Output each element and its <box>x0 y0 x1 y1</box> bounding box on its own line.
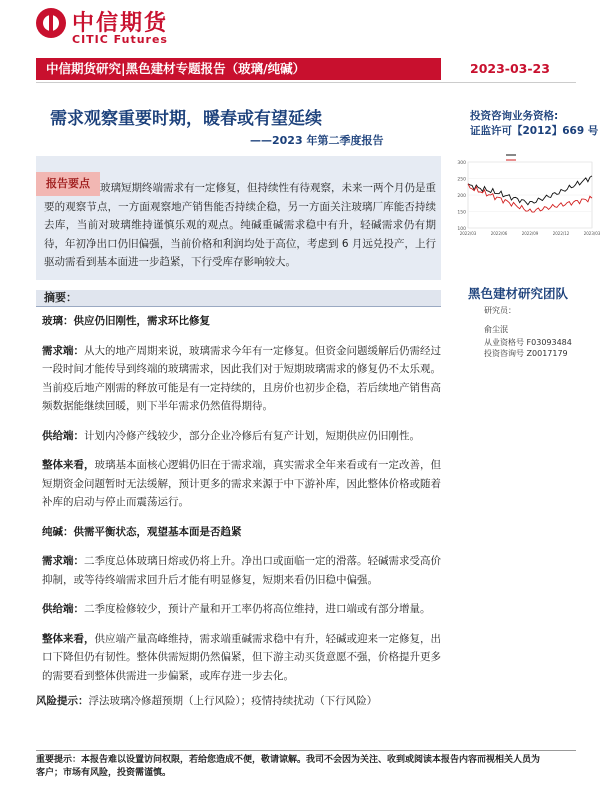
disclaimer-line-2: 客户；市场有风险，投资需谨慎。 <box>36 768 172 778</box>
chart-x-tick-label: 2022/09 <box>521 231 539 236</box>
company-logo-icon <box>36 8 66 38</box>
chart-y-tick-label: 200 <box>457 194 466 199</box>
glass-demand: 需求端：从大的地产周期来说，玻璃需求今年有一定修复。但资金问题缓解后仍需经过一段时间才能传导到终端的玻璃需求，因此我们对于短期玻璃需求的修复仍不太乐观。当前疫后地产刚需的释放可能是有一定持续的，且房价也初步企稳，若后续地产销售高频数据能继续回暖，则下半年需求仍然值得期待。 <box>42 344 441 412</box>
license-number: 证监许可【2012】669 号 <box>470 125 599 137</box>
chart-series-line-1 <box>468 176 592 205</box>
disclaimer-line-1: 重要提示：本报告难以设置访问权限，若给您造成不便，敬请谅解。我司不会因为关注、收到或阅读本报告内容而视相关人员为 <box>36 755 541 765</box>
summary-tag: 报告要点 <box>36 172 100 196</box>
analyst-name: 俞尘泯 <box>484 325 508 334</box>
soda-supply: 供给端：二季度检修较少，预计产量和开工率仍将高位维持，进口端或有部分增量。 <box>42 603 431 615</box>
research-team-title: 黑色建材研究团队 <box>468 286 569 301</box>
footer-divider <box>36 750 576 751</box>
glass-overall: 整体来看，玻璃基本面核心逻辑仍旧在于需求端，真实需求全年来看或有一定改善，但短期资金问题暂时无法缓解，预计更多的需求来源于中下游补库，因此整体价格或随着补库的启动与停止而震荡运行。 <box>42 459 441 508</box>
chart-y-tick-label: 100 <box>457 227 466 232</box>
risk-warning: 风险提示：浮法玻璃冷修超预期（上行风险）；疫情持续扰动（下行风险） <box>36 695 378 707</box>
report-category-bar: 中信期货研究|黑色建材专题报告（玻璃/纯碱） <box>36 58 441 80</box>
report-title: 需求观察重要时期，暖春或有望延续 <box>50 109 322 129</box>
glass-supply: 供给端：计划内冷修产线较少，部分企业冷修后有复产计划，短期供应仍旧刚性。 <box>42 429 420 442</box>
footer-disclaimer <box>36 754 581 780</box>
chart-x-tick-label: 2022/06 <box>490 231 508 236</box>
report-subtitle: ——2023 年第二季度报告 <box>250 134 384 147</box>
chart-x-tick-label: 2023/03 <box>583 231 600 236</box>
analyst-role: 研究员： <box>484 306 516 315</box>
chart-x-tick-label: 2022/12 <box>552 231 570 236</box>
report-date: 2023-03-23 <box>470 61 550 76</box>
report-body <box>36 312 441 696</box>
chart-y-tick-label: 250 <box>457 177 466 183</box>
chart-y-tick-label: 300 <box>457 161 466 166</box>
analyst-cert-2: 投资咨询号 Z0017179 <box>484 349 568 358</box>
logo-english: CITIC Futures <box>72 33 168 46</box>
logo-chinese: 中信期货 <box>72 11 169 36</box>
summary-text: 玻璃短期终端需求有一定修复，但持续性有待观察，未来一两个月仍是重要的观察节点，一方面观察地产销售能否持续企稳，另一方面关注玻璃厂库能否持续去库，当前对玻璃维持谨慎乐观的观点。纯碱重碱需求稳中有升，轻碱需求仍有期待，年初净出口仍旧偏强，当前价格和利润均处于高位，考虑到 6 月远兑投产，上行驱动需看到基本面进一步趋紧，下行受库存影响较大。 <box>44 182 436 268</box>
analyst-cert-1: 从业资格号 F03093484 <box>484 338 572 347</box>
abstract-divider <box>36 306 441 307</box>
chart-y-tick-label: 150 <box>457 210 466 216</box>
soda-section-heading: 纯碱：供需平衡状态，观望基本面是否趋紧 <box>42 525 242 538</box>
header-divider <box>36 82 576 83</box>
chart-x-tick-label: 2022/03 <box>459 231 477 236</box>
qualification-label: 投资咨询业务资格: <box>470 110 559 122</box>
soda-overall: 整体来看，供应端产量高峰维持，需求端重碱需求稳中有升，轻碱或迎来一定修复，出口下降但仍有韧性。整体供需短期仍然偏紧，但下游主动买货意愿不强，价格提升更多的需要看到整体供需进一步偏紧，或库存进一步去化。 <box>42 632 441 682</box>
price-chart <box>446 150 600 240</box>
glass-section-heading: 玻璃：供应仍旧刚性，需求环比修复 <box>42 315 210 327</box>
analyst-info <box>484 304 572 359</box>
soda-demand: 需求端：二季度总体玻璃日熔或仍将上升。净出口或面临一定的滑落。轻碱需求受高价抑制，或等待终端需求回升后才能有明显修复，短期来看仍旧稳中偏强。 <box>42 555 441 586</box>
abstract-heading: 摘要： <box>36 290 441 306</box>
chart-series-line-2 <box>468 184 592 212</box>
